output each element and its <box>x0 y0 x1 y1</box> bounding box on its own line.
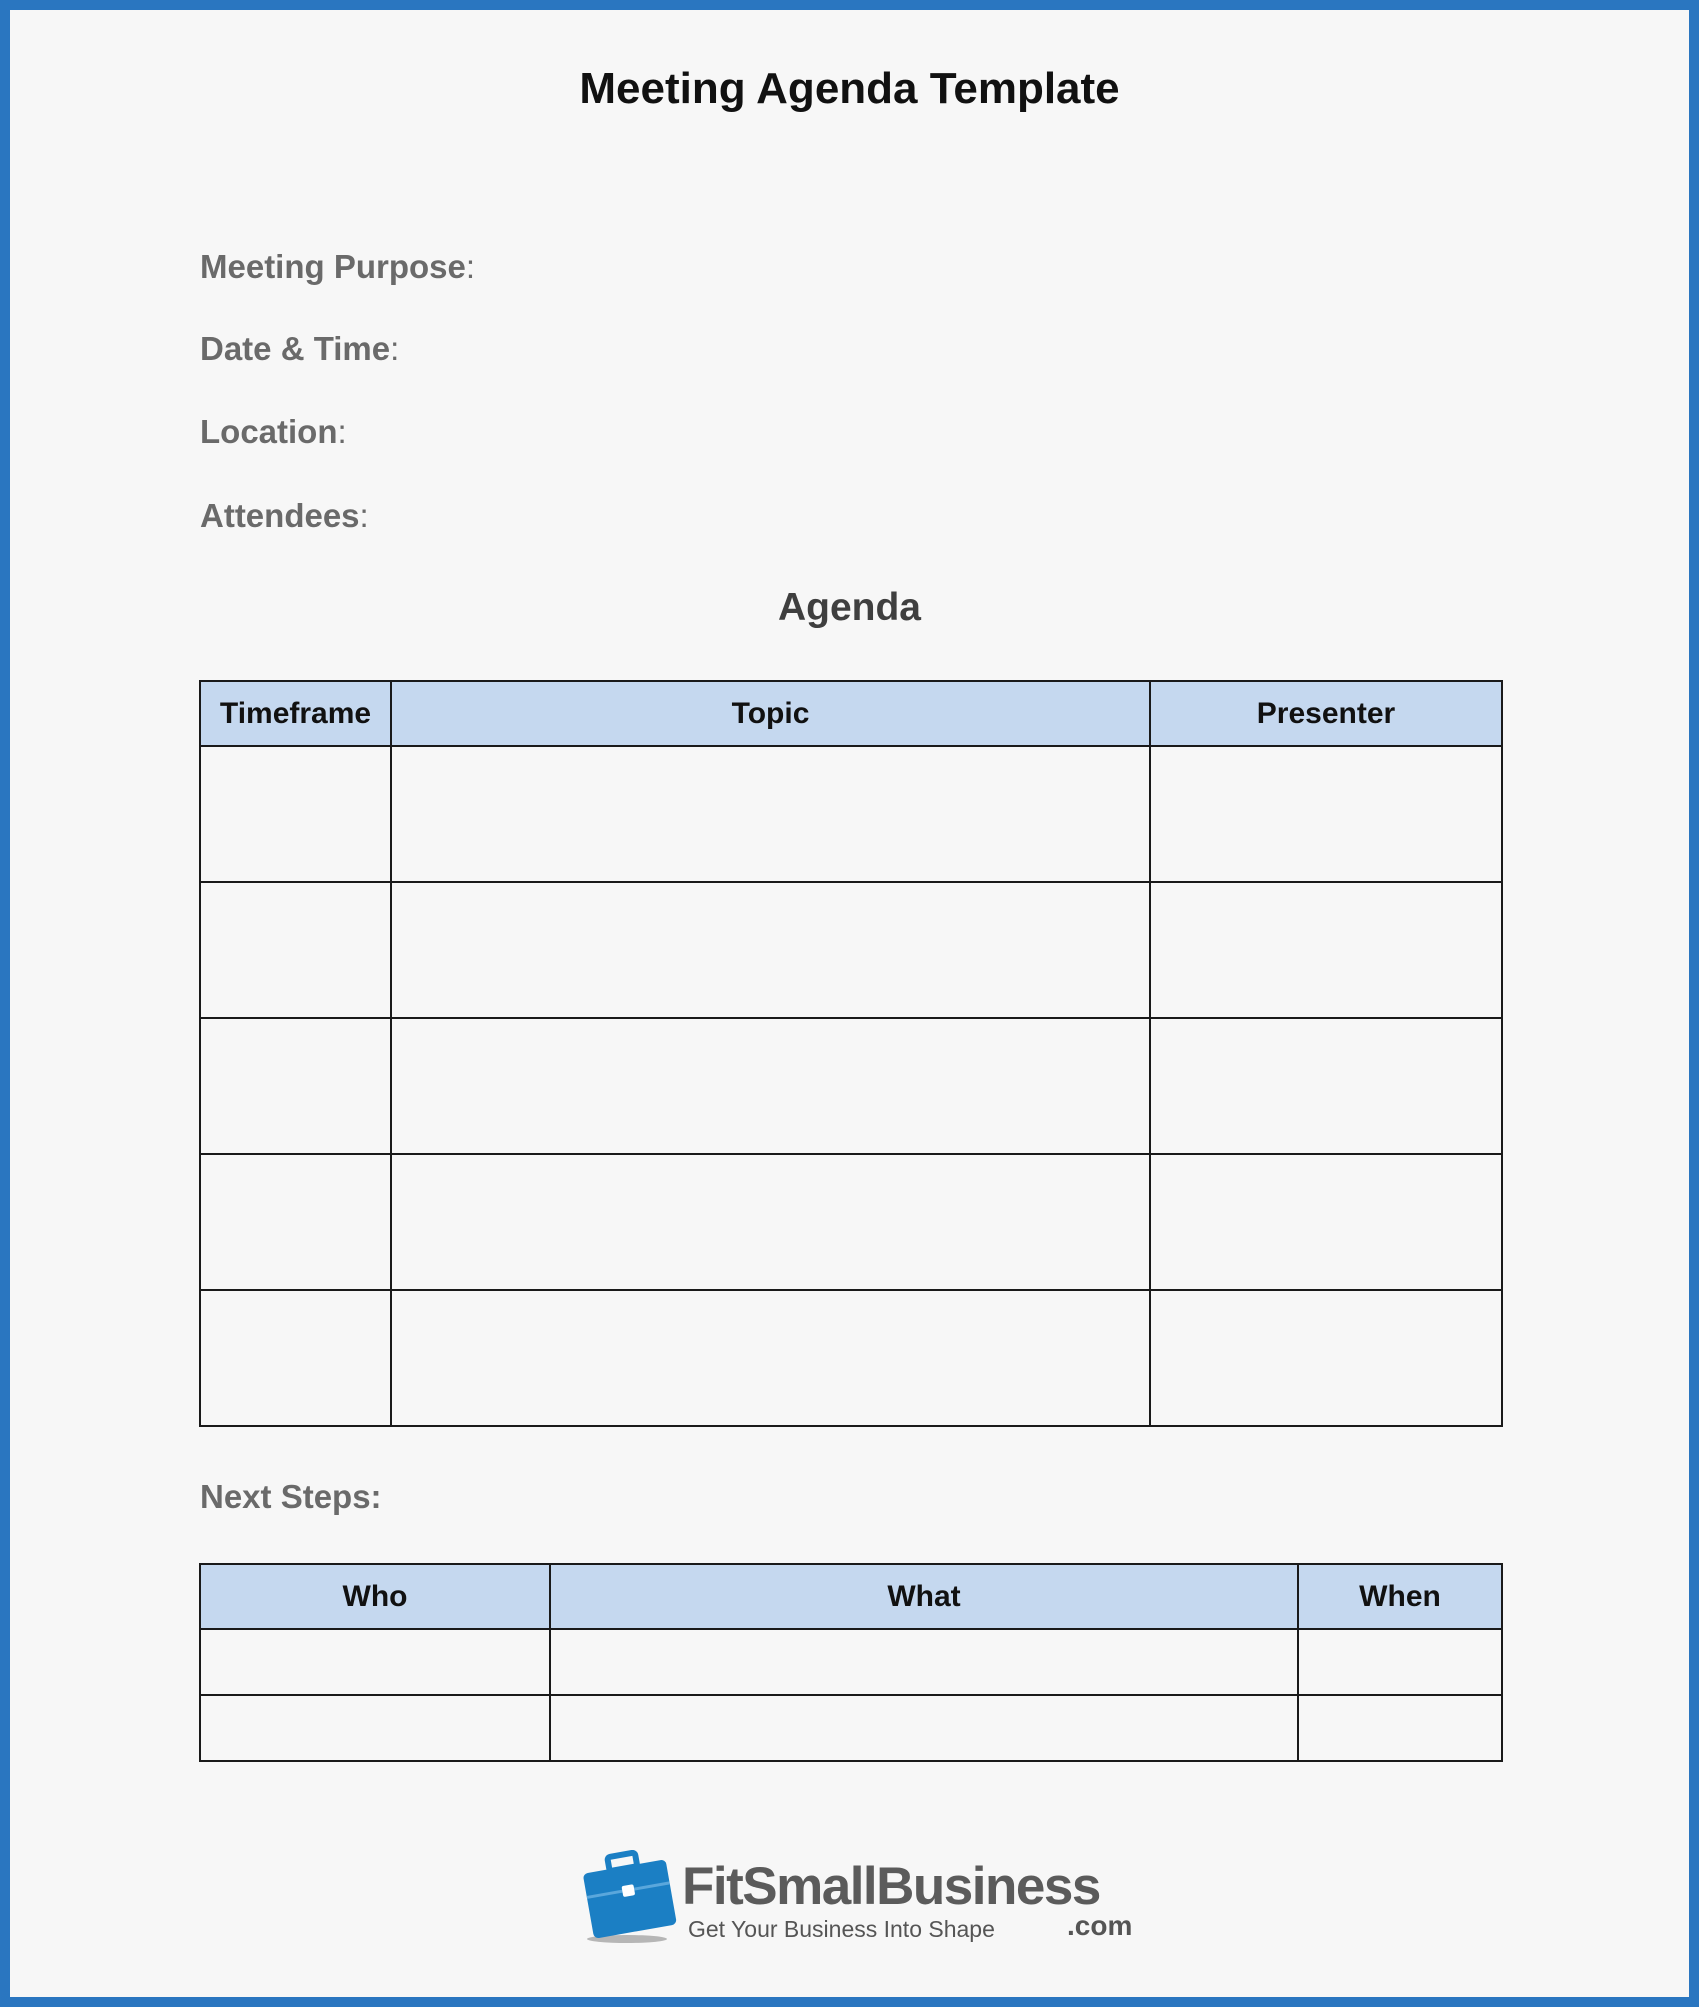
table-cell <box>200 1018 391 1154</box>
column-header-timeframe: Timeframe <box>200 681 391 746</box>
field-location <box>200 413 347 451</box>
agenda-table <box>199 680 1503 1427</box>
table-cell <box>550 1695 1298 1761</box>
table-cell <box>1150 746 1502 882</box>
table-cell <box>200 882 391 1018</box>
field-meeting-purpose <box>200 248 475 286</box>
page-title: Meeting Agenda Template <box>579 64 1120 113</box>
next-steps-label <box>200 1478 382 1516</box>
column-header-when: When <box>1298 1564 1502 1629</box>
column-header-topic: Topic <box>391 681 1150 746</box>
table-cell <box>200 1695 550 1761</box>
field-label: Next Steps: <box>200 1478 382 1515</box>
table-cell <box>200 746 391 882</box>
next-steps-table <box>199 1563 1503 1762</box>
table-cell <box>200 1290 391 1426</box>
table-row <box>200 1695 1502 1761</box>
next-steps-header-row <box>200 1564 1502 1629</box>
field-label: Meeting Purpose <box>200 248 466 285</box>
field-label: Attendees <box>200 497 360 534</box>
logo-tagline: Get Your Business Into Shape <box>688 1916 995 1942</box>
table-row <box>200 1290 1502 1426</box>
table-cell <box>1150 1154 1502 1290</box>
table-row <box>200 1018 1502 1154</box>
table-cell <box>391 1290 1150 1426</box>
table-cell <box>1150 1290 1502 1426</box>
table-cell <box>200 1154 391 1290</box>
table-row <box>200 1629 1502 1695</box>
agenda-heading: Agenda <box>777 586 921 629</box>
field-suffix: : <box>359 497 369 534</box>
table-cell <box>1298 1629 1502 1695</box>
table-row <box>200 1154 1502 1290</box>
column-header-what: What <box>550 1564 1298 1629</box>
column-header-who: Who <box>200 1564 550 1629</box>
table-cell <box>391 1018 1150 1154</box>
logo-wordmark: FitSmallBusiness <box>682 1857 1100 1916</box>
table-row <box>200 746 1502 882</box>
field-attendees <box>200 497 369 535</box>
field-suffix: : <box>337 413 347 450</box>
field-date-time <box>200 330 399 368</box>
field-suffix: : <box>465 248 476 285</box>
field-label: Location <box>200 413 338 450</box>
field-suffix: : <box>390 330 400 367</box>
table-cell <box>200 1629 550 1695</box>
table-row <box>200 882 1502 1018</box>
column-header-presenter: Presenter <box>1150 681 1502 746</box>
agenda-header-row <box>200 681 1502 746</box>
logo-domain-suffix: .com <box>1067 1910 1133 1941</box>
briefcase-icon <box>580 1850 680 1950</box>
table-cell <box>1150 1018 1502 1154</box>
table-cell <box>1298 1695 1502 1761</box>
fitsmallbusiness-logo <box>580 1850 1140 1950</box>
field-label: Date & Time <box>200 330 391 367</box>
table-cell <box>391 882 1150 1018</box>
table-cell <box>550 1629 1298 1695</box>
table-cell <box>391 746 1150 882</box>
table-cell <box>1150 882 1502 1018</box>
table-cell <box>391 1154 1150 1290</box>
